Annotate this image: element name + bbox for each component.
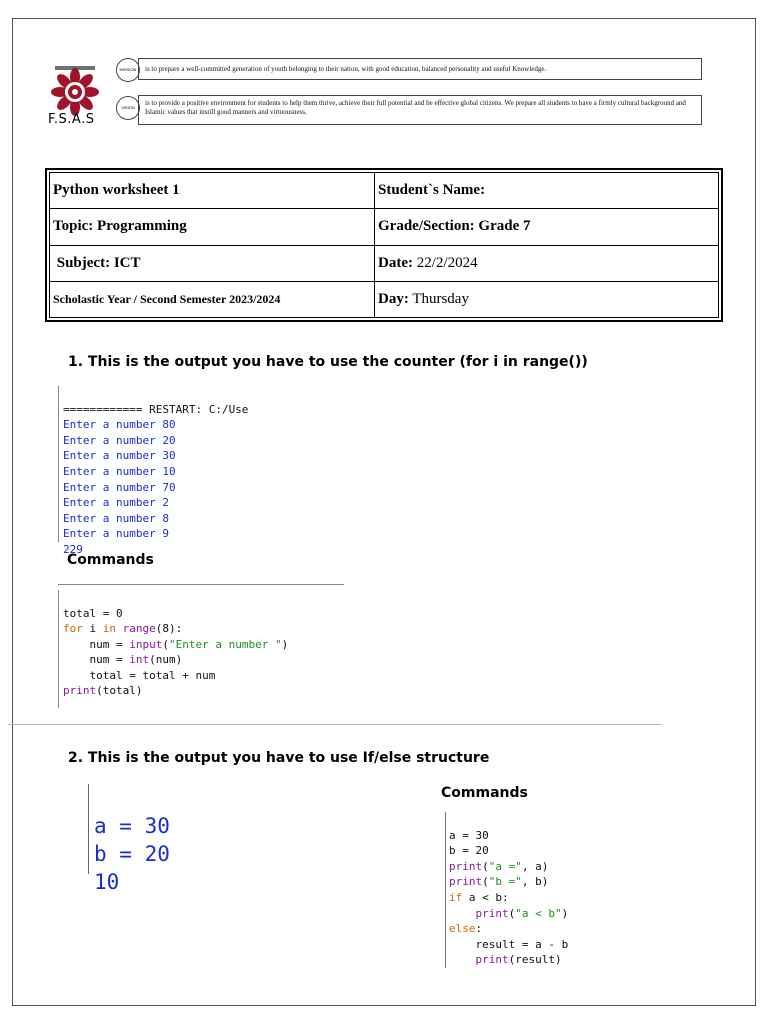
q1-commands-label: Commands (67, 552, 154, 568)
code-line: total = total + num (63, 668, 216, 682)
code-line: for i in range(8): (63, 622, 183, 635)
q1-output-shell (58, 386, 277, 556)
code-line: a = 30 (449, 828, 489, 842)
code-line: print("a =", a) (449, 859, 549, 873)
vision-statement: is to provide a positive environment for students to help them thrive, achieve their full potential and be effective global citizens. We prepare all students to have a firmly cultural background and Islamic values that instill good manners and virtuousness. (138, 95, 702, 125)
student-name-label: Student`s Name: (375, 173, 719, 209)
restart-line: ============ RESTART: C:/Use (63, 402, 249, 416)
logo-text: F.S.A.S (48, 112, 95, 127)
code-line: num = int(num) (63, 653, 183, 666)
question-1-title: 1. This is the output you have to use the counter (for i in range()) (68, 354, 588, 370)
output-line: Enter a number 80 (63, 418, 176, 432)
day-cell: Day: Thursday (375, 281, 719, 317)
topic-cell: Topic: Programming (50, 209, 375, 245)
output-line: Enter a number 10 (63, 464, 176, 478)
output-line: Enter a number 20 (63, 433, 176, 447)
q2-code-editor (445, 812, 649, 968)
mission-badge: MISSION (116, 58, 140, 82)
q1-code-editor (58, 590, 353, 708)
q2-output-shell (88, 784, 234, 894)
q2-commands-label: Commands (441, 785, 528, 801)
code-line: b = 20 (449, 844, 489, 858)
code-line: num = input("Enter a number ") (63, 637, 289, 651)
output-line: Enter a number 9 (63, 527, 169, 541)
section-divider (8, 724, 662, 725)
code-line: print("b =", b) (449, 875, 549, 889)
output-line: Enter a number 30 (63, 449, 176, 463)
code-line: print(result) (475, 953, 562, 967)
grade-section-cell: Grade/Section: Grade 7 (375, 209, 719, 245)
subject-cell: Subject: ICT (50, 245, 375, 281)
code-line: else: (449, 922, 483, 936)
code-line: result = a - b (449, 937, 569, 951)
question-2-title: 2. This is the output you have to use If/else structure (68, 750, 490, 766)
output-result: 229 (63, 542, 83, 556)
worksheet-title: Python worksheet 1 (50, 173, 375, 209)
code-line: print("a < b") (475, 906, 569, 920)
output-line: b = 20 (94, 842, 170, 866)
info-table (45, 168, 723, 322)
code-line: print(total) (63, 684, 143, 697)
code-line: if a < b: (449, 890, 509, 904)
mission-statement: is to prepare a well-committed generation of youth belonging to their nation, with good education, balanced personality and useful Knowledge. (138, 58, 702, 80)
code-line: total = 0 (63, 606, 123, 620)
output-line: Enter a number 2 (63, 496, 169, 510)
scholastic-year-cell: Scholastic Year / Second Semester 2023/2024 (50, 281, 375, 317)
vision-badge: VISION (116, 96, 140, 120)
output-line: 10 (94, 870, 120, 894)
output-line: a = 30 (94, 814, 170, 838)
output-line: Enter a number 8 (63, 511, 169, 525)
output-line: Enter a number 70 (63, 480, 176, 494)
date-cell: Date: 22/2/2024 (375, 245, 719, 281)
q1-code-top-border (58, 584, 344, 585)
